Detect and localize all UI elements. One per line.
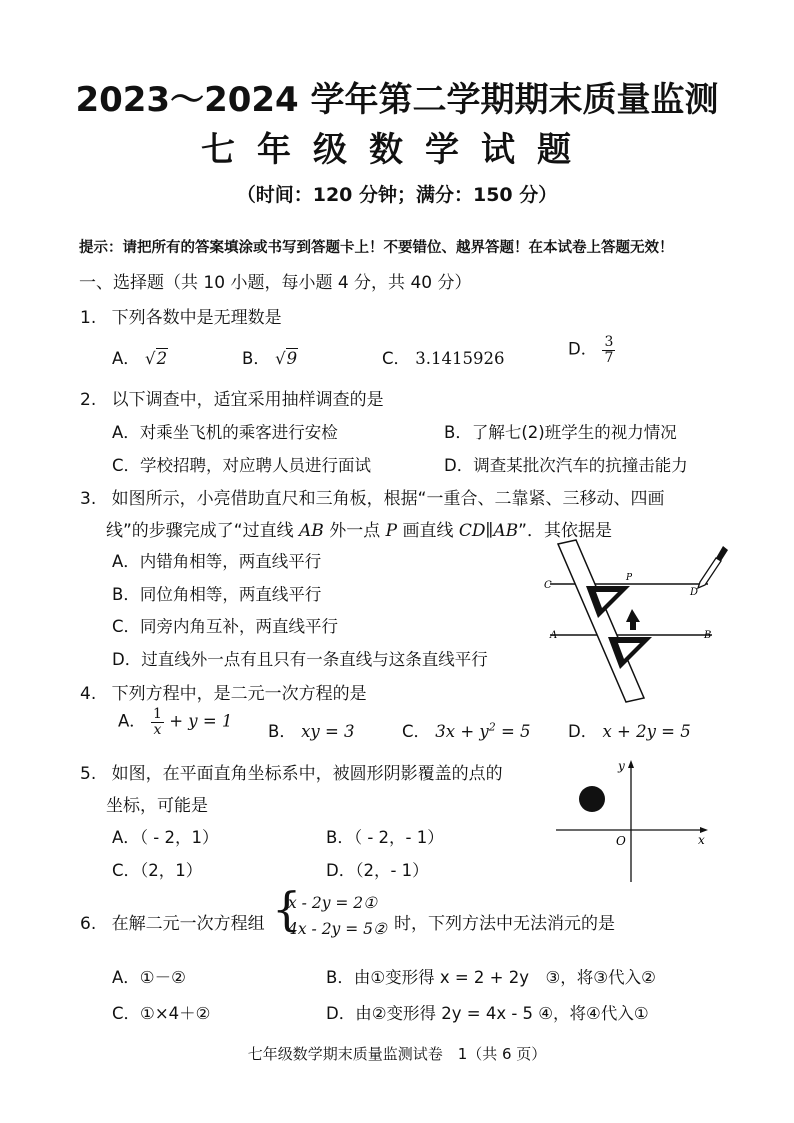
- option-label: D．: [568, 722, 598, 741]
- q4-option-c: [402, 718, 531, 742]
- radicand: 9: [286, 349, 298, 368]
- q3-option-b: B．同位角相等，两直线平行: [112, 585, 322, 604]
- question-5: [80, 759, 503, 784]
- q1-option-b: [242, 345, 298, 369]
- equation-2: 4x - 2y = 5②: [288, 920, 387, 938]
- option-label: C．: [382, 349, 411, 368]
- label-a: A: [550, 630, 558, 641]
- option-label: B．: [268, 722, 296, 741]
- q3-option-d: D．过直线外一点有且只有一条直线与这条直线平行: [112, 650, 488, 669]
- q6-option-a: A．①－②: [112, 968, 186, 987]
- question-stem-line1: 如图所示，小亮借助直尺和三角板，根据“一重合、二靠紧、三移动、四画: [111, 489, 665, 509]
- text: ”．其依据是: [518, 521, 612, 541]
- fraction: [151, 707, 164, 737]
- page-footer: 七年级数学期末质量监测试卷 1（共 6 页）: [247, 1045, 547, 1063]
- question-stem: 下列各数中是无理数是: [111, 308, 282, 328]
- equation: x + 2y = 5: [602, 722, 691, 741]
- y-arrow: [628, 760, 634, 768]
- label-y: y: [618, 759, 625, 773]
- question-5-line2: 坐标，可能是: [106, 796, 208, 816]
- question-2: [80, 385, 384, 410]
- pencil-end: [716, 546, 728, 561]
- math-cd-ab: CD∥AB: [458, 521, 519, 541]
- question-number: 6.: [80, 914, 97, 934]
- question-stem: 下列方程中，是二元一次方程的是: [111, 684, 367, 704]
- equation-rest: + y = 1: [169, 711, 233, 731]
- ruler-triangle-figure: [540, 538, 730, 704]
- equation-part: = 5: [495, 722, 531, 741]
- radicand: 2: [156, 349, 168, 368]
- option-label: B．: [242, 349, 270, 368]
- shaded-circle: [579, 786, 605, 812]
- equation: [435, 722, 530, 741]
- q2-option-c: C．学校招聘，对应聘人员进行面试: [112, 456, 372, 475]
- option-label: D．: [568, 339, 598, 359]
- question-stem: 以下调查中，适宜采用抽样调查的是: [111, 390, 384, 410]
- q1-option-d: [568, 335, 615, 365]
- label-b: B: [704, 630, 712, 641]
- q6-option-b: B．由①变形得 x = 2 + 2y ③，将③代入②: [326, 968, 656, 987]
- section-heading: 一、选择题（共 10 小题，每小题 4 分，共 40 分）: [79, 273, 472, 293]
- q5-option-d: D．（2，- 1）: [326, 861, 429, 880]
- q1-option-c: [382, 345, 505, 369]
- tip-text: 提示：请把所有的答案填涂或书写到答题卡上！不要错位、越界答题！在本试卷上答题无效！: [79, 240, 674, 256]
- q1-option-a: [112, 345, 168, 369]
- q2-option-a: A．对乘坐飞机的乘客进行安检: [112, 423, 338, 442]
- question-4: [80, 679, 367, 704]
- question-stem-line1: 如图，在平面直角坐标系中，被圆形阴影覆盖的点的: [111, 764, 503, 784]
- text: 外一点: [323, 521, 386, 541]
- question-6: [80, 909, 265, 934]
- label-c: C: [544, 580, 552, 591]
- question-stem-pre: 在解二元一次方程组: [111, 914, 265, 934]
- math-ab: AB: [299, 521, 324, 541]
- brace-icon: {: [272, 882, 302, 936]
- denominator: x: [153, 721, 162, 738]
- option-value: 3.1415926: [415, 349, 505, 368]
- q2-option-d: D．调查某批次汽车的抗撞击能力: [444, 456, 688, 475]
- q5-option-b: B．（ - 2，- 1）: [326, 828, 444, 847]
- q3-option-a: A．内错角相等，两直线平行: [112, 552, 322, 571]
- exponent: 2: [488, 720, 496, 734]
- exam-title: 2023～2024 学年第二学期期末质量监测: [75, 80, 719, 120]
- label-o: O: [616, 834, 626, 848]
- equation-part: 3x + y: [435, 722, 489, 741]
- exam-subtitle: 七年级数学试题: [201, 130, 593, 170]
- pencil-icon: [698, 558, 721, 588]
- exam-info: （时间：120 分钟；满分：150 分）: [236, 184, 558, 206]
- equation-1: x - 2y = 2①: [288, 894, 378, 912]
- numerator: 1: [153, 706, 162, 722]
- sqrt-expression: √2: [145, 349, 168, 368]
- option-label: A．: [118, 711, 146, 731]
- numerator: 3: [604, 334, 614, 350]
- q3-option-c: C．同旁内角互补，两直线平行: [112, 617, 339, 636]
- question-number: 1.: [80, 308, 97, 328]
- question-3: [80, 484, 664, 509]
- text: 画直线: [397, 521, 459, 541]
- label-x: x: [698, 833, 705, 847]
- coordinate-figure: [552, 758, 712, 883]
- option-label: A．: [112, 349, 140, 368]
- arrow-up-icon: [626, 609, 640, 630]
- denominator: 7: [604, 349, 614, 366]
- question-stem-post: 时，下列方法中无法消元的是: [394, 914, 615, 934]
- question-number: 2.: [80, 390, 97, 410]
- q2-option-b: B．了解七(2)班学生的视力情况: [444, 423, 677, 442]
- question-number: 5.: [80, 764, 97, 784]
- text: 线”的步骤完成了“过直线: [106, 521, 300, 541]
- label-p: P: [626, 573, 633, 583]
- q5-option-c: C．（2，1）: [112, 861, 203, 880]
- q6-option-d: D．由②变形得 2y = 4x - 5 ④，将④代入①: [326, 1004, 649, 1023]
- math-p: P: [385, 521, 398, 541]
- question-3-line2: [106, 516, 612, 541]
- equation: xy = 3: [301, 722, 355, 741]
- sqrt-expression: √9: [275, 349, 298, 368]
- question-number: 3.: [80, 489, 97, 509]
- label-d: D: [690, 587, 699, 598]
- option-label: C．: [402, 722, 431, 741]
- question-number: 4.: [80, 684, 97, 704]
- q5-option-a: A．（ - 2，1）: [112, 828, 219, 847]
- fraction: [602, 335, 615, 365]
- q4-option-d: [568, 718, 691, 742]
- q4-option-b: [268, 718, 355, 742]
- q6-option-c: C．①×4＋②: [112, 1004, 211, 1023]
- question-1: [80, 303, 282, 328]
- q4-option-a: [118, 707, 232, 737]
